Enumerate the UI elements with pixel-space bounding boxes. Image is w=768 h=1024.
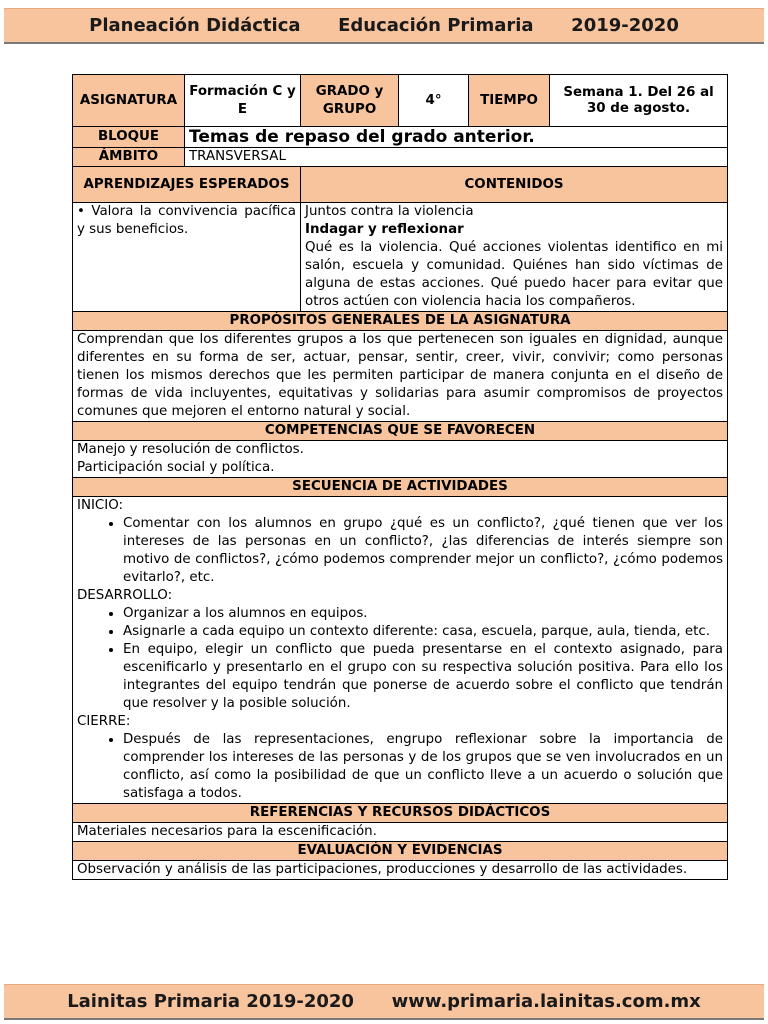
competencia-item: Participación social y política.	[77, 460, 275, 475]
evaluacion-label: EVALUACIÓN Y EVIDENCIAS	[73, 842, 728, 861]
asignatura-value: Formación C y E	[185, 75, 301, 127]
footer-left: Lainitas Primaria 2019-2020	[67, 991, 354, 1012]
desarrollo-label: DESARROLLO:	[77, 588, 173, 603]
contenido-line1: Juntos contra la violencia	[305, 204, 474, 219]
desarrollo-item: • Asignarle a cada equipo un contexto diferente: casa, escuela, parque, aula, tienda, etc.	[123, 623, 723, 641]
referencias-label: REFERENCIAS Y RECURSOS DIDÁCTICOS	[73, 804, 728, 823]
bloque-value: Temas de repaso del grado anterior.	[185, 127, 728, 148]
cierre-label: CIERRE:	[77, 714, 131, 729]
contenidos-label: CONTENIDOS	[301, 167, 728, 203]
tiempo-label: TIEMPO	[469, 75, 550, 127]
grado-value: 4°	[399, 75, 469, 127]
aprendizaje-text: • Valora la convivencia pacífica y sus beneficios.	[73, 203, 301, 312]
desarrollo-item: • En equipo, elegir un conflicto que pueda presentarse en el contexto asignado, para escenificarlo y presentarlo en el grupo con su respectiva solución positiva. Para ello los integrantes del equipo tendrán que ponerse de acuerdo sobre el conflicto que tendrán que resolver y la posible solución.	[123, 641, 723, 713]
secuencia-cell	[73, 497, 728, 804]
grado-label: GRADO y GRUPO	[301, 75, 399, 127]
secuencia-label: SECUENCIA DE ACTIVIDADES	[73, 478, 728, 497]
cierre-item: • Después de las representaciones, engrupo reflexionar sobre la importancia de comprender los intereses de las personas y de los grupos que se ven involucrados en un conflicto, así como la posibilidad de que un conflicto lleve a un acuerdo o solución que satisfaga a todos.	[123, 731, 723, 803]
contenido-text: Qué es la violencia. Qué acciones violentas identifico en mi salón, escuela y comunidad. Quiénes han sido víctimas de alguna de estas acciones. Qué puedo hacer para evitar que otros actúen con violencia hacia los compañeros.	[305, 240, 724, 309]
contenidos-cell	[301, 203, 728, 312]
referencias-text: Materiales necesarios para la escenificación.	[73, 823, 728, 842]
asignatura-label: ASIGNATURA	[73, 75, 185, 127]
ambito-label: ÁMBITO	[73, 148, 185, 167]
propositos-text: Comprendan que los diferentes grupos a los que pertenecen son iguales en dignidad, aunque diferentes en su forma de ser, actuar, pensar, sentir, creer, vivir, convivir; como personas tienen los mismos derechos que les permiten participar de manera conjunta en el diseño de formas de vida incluyentes, equitativas y solidarias para asumir compromisos de proyectos comunes que mejoren el entorno natural y social.	[73, 331, 728, 422]
propositos-label: PROPÓSITOS GENERALES DE LA ASIGNATURA	[73, 312, 728, 331]
bloque-label: BLOQUE	[73, 127, 185, 148]
header-title: Planeación Didáctica	[89, 15, 301, 36]
tiempo-value: Semana 1. Del 26 al 30 de agosto.	[550, 75, 728, 127]
evaluacion-text: Observación y análisis de las participaciones, producciones y desarrollo de las actividades.	[73, 861, 728, 880]
desarrollo-item: • Organizar a los alumnos en equipos.	[123, 605, 723, 623]
header-year: 2019-2020	[571, 15, 679, 36]
inicio-list	[77, 515, 723, 587]
inicio-label: INICIO:	[77, 498, 124, 513]
competencias-cell	[73, 441, 728, 478]
aprendizajes-label: APRENDIZAJES ESPERADOS	[73, 167, 301, 203]
footer-url[interactable]: www.primaria.lainitas.com.mx	[391, 991, 701, 1012]
planning-table	[72, 74, 728, 880]
footer-banner	[4, 984, 764, 1020]
cierre-list	[77, 731, 723, 803]
ambito-value: TRANSVERSAL	[185, 148, 728, 167]
desarrollo-list	[77, 605, 723, 713]
header-subtitle: Educación Primaria	[338, 15, 534, 36]
inicio-item: • Comentar con los alumnos en grupo ¿qué es un conflicto?, ¿qué tienen que ver los intereses de las personas en un conflicto?, ¿las diferencias de interés siempre son motivo de conflictos?, ¿cómo podemos comprender mejor un conflicto?, ¿cómo podemos evitarlo?, etc.	[123, 515, 723, 587]
competencia-item: Manejo y resolución de conflictos.	[77, 442, 304, 457]
header-banner	[4, 8, 764, 44]
competencias-label: COMPETENCIAS QUE SE FAVORECEN	[73, 422, 728, 441]
contenido-bold: Indagar y reflexionar	[305, 222, 464, 237]
